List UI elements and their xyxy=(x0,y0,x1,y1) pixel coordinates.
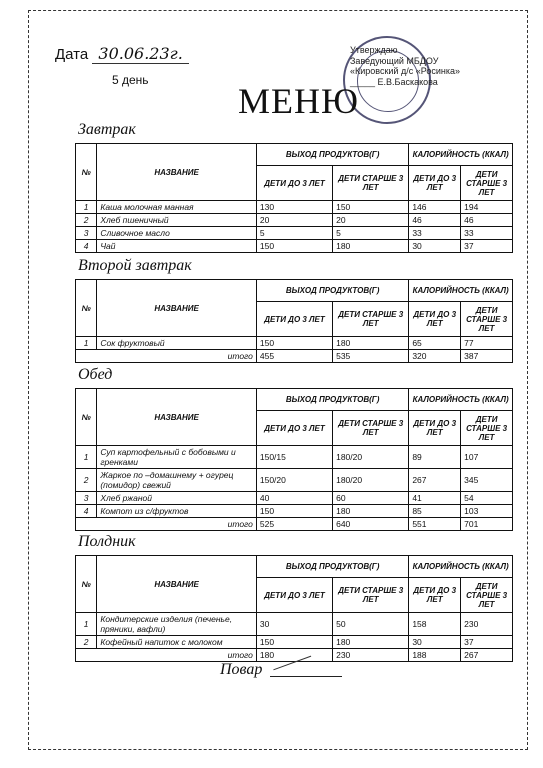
date-line xyxy=(55,44,189,63)
col-yield-header: ВЫХОД ПРОДУКТОВ(Г) xyxy=(256,280,408,302)
yield-under3: 150 xyxy=(256,240,332,253)
kcal-under3: 46 xyxy=(409,214,461,227)
total-kcal-under3: 188 xyxy=(409,649,461,662)
yield-over3: 150 xyxy=(333,201,409,214)
menu-table-second-breakfast xyxy=(75,279,513,363)
yield-under3: 130 xyxy=(256,201,332,214)
yield-under3: 20 xyxy=(256,214,332,227)
col-under3-header: ДЕТИ ДО 3 ЛЕТ xyxy=(256,302,332,337)
col-under3-header: ДЕТИ ДО 3 ЛЕТ xyxy=(409,302,461,337)
col-under3-header: ДЕТИ ДО 3 ЛЕТ xyxy=(409,578,461,613)
col-over3-header: ДЕТИ СТАРШЕ 3 ЛЕТ xyxy=(461,166,513,201)
col-yield-header: ВЫХОД ПРОДУКТОВ(Г) xyxy=(256,556,408,578)
total-label: итого xyxy=(76,350,257,363)
day-number: 5 день xyxy=(112,73,149,87)
kcal-over3: 194 xyxy=(461,201,513,214)
approval-line: Утверждаю xyxy=(350,45,398,55)
table-row xyxy=(76,613,513,636)
dish-name: Компот из с/фруктов xyxy=(97,505,257,518)
kcal-over3: 77 xyxy=(461,337,513,350)
total-row xyxy=(76,649,513,662)
kcal-under3: 85 xyxy=(409,505,461,518)
table-row xyxy=(76,469,513,492)
col-under3-header: ДЕТИ ДО 3 ЛЕТ xyxy=(409,166,461,201)
total-row xyxy=(76,518,513,531)
row-num: 4 xyxy=(76,505,97,518)
kcal-over3: 345 xyxy=(461,469,513,492)
total-label: итого xyxy=(76,649,257,662)
total-label: итого xyxy=(76,518,257,531)
kcal-under3: 41 xyxy=(409,492,461,505)
yield-under3: 150 xyxy=(256,337,332,350)
section-title: Полдник xyxy=(78,533,136,550)
total-row xyxy=(76,350,513,363)
approval-line: «Кировский д/с «Росинка» xyxy=(350,66,460,76)
yield-over3: 180 xyxy=(333,505,409,518)
col-over3-header: ДЕТИ СТАРШЕ 3 ЛЕТ xyxy=(461,411,513,446)
yield-under3: 150/20 xyxy=(256,469,332,492)
table-row xyxy=(76,201,513,214)
total-yield-over3: 640 xyxy=(333,518,409,531)
kcal-under3: 33 xyxy=(409,227,461,240)
kcal-over3: 37 xyxy=(461,636,513,649)
col-num-header: № xyxy=(76,144,97,201)
date-value: 30.06.23г. xyxy=(92,44,188,64)
col-yield-header: ВЫХОД ПРОДУКТОВ(Г) xyxy=(256,389,408,411)
table-row xyxy=(76,214,513,227)
kcal-under3: 267 xyxy=(409,469,461,492)
date-label: Дата xyxy=(55,46,89,63)
yield-over3: 5 xyxy=(333,227,409,240)
total-yield-over3: 535 xyxy=(333,350,409,363)
cook-signature-label: Повар xyxy=(220,661,263,678)
yield-over3: 180/20 xyxy=(333,446,409,469)
col-under3-header: ДЕТИ ДО 3 ЛЕТ xyxy=(409,411,461,446)
kcal-over3: 54 xyxy=(461,492,513,505)
kcal-over3: 46 xyxy=(461,214,513,227)
col-name-header: НАЗВАНИЕ xyxy=(97,144,257,201)
col-calories-header: КАЛОРИЙНОСТЬ (ККАЛ) xyxy=(409,389,513,411)
kcal-under3: 89 xyxy=(409,446,461,469)
kcal-under3: 158 xyxy=(409,613,461,636)
col-num-header: № xyxy=(76,556,97,613)
kcal-under3: 30 xyxy=(409,636,461,649)
col-name-header: НАЗВАНИЕ xyxy=(97,280,257,337)
table-row xyxy=(76,446,513,469)
kcal-over3: 37 xyxy=(461,240,513,253)
table-row xyxy=(76,240,513,253)
total-kcal-under3: 320 xyxy=(409,350,461,363)
dish-name: Хлеб ржаной xyxy=(97,492,257,505)
col-name-header: НАЗВАНИЕ xyxy=(97,389,257,446)
kcal-under3: 65 xyxy=(409,337,461,350)
menu-table-lunch xyxy=(75,388,513,531)
col-calories-header: КАЛОРИЙНОСТЬ (ККАЛ) xyxy=(409,144,513,166)
yield-under3: 30 xyxy=(256,613,332,636)
menu-table-afternoon-snack xyxy=(75,555,513,662)
section-title: Второй завтрак xyxy=(78,257,192,274)
yield-under3: 5 xyxy=(256,227,332,240)
dish-name: Жаркое по –домашнему + огурец (помидор) свежий xyxy=(97,469,257,492)
kcal-over3: 107 xyxy=(461,446,513,469)
approval-line: _____ Е.В.Баскакова xyxy=(350,76,438,87)
total-kcal-over3: 387 xyxy=(461,350,513,363)
yield-over3: 180 xyxy=(333,636,409,649)
table-row xyxy=(76,492,513,505)
dish-name: Суп картофельный с бобовыми и гренками xyxy=(97,446,257,469)
col-num-header: № xyxy=(76,280,97,337)
yield-over3: 60 xyxy=(333,492,409,505)
dish-name: Каша молочная манная xyxy=(97,201,257,214)
row-num: 3 xyxy=(76,227,97,240)
dish-name: Чай xyxy=(97,240,257,253)
signature-line xyxy=(270,676,342,677)
col-over3-header: ДЕТИ СТАРШЕ 3 ЛЕТ xyxy=(461,302,513,337)
col-over3-header: ДЕТИ СТАРШЕ 3 ЛЕТ xyxy=(333,302,409,337)
dish-name: Сок фруктовый xyxy=(97,337,257,350)
row-num: 1 xyxy=(76,613,97,636)
col-under3-header: ДЕТИ ДО 3 ЛЕТ xyxy=(256,578,332,613)
row-num: 1 xyxy=(76,446,97,469)
total-yield-under3: 525 xyxy=(256,518,332,531)
approval-block xyxy=(350,45,525,87)
dish-name: Хлеб пшеничный xyxy=(97,214,257,227)
total-kcal-over3: 701 xyxy=(461,518,513,531)
row-num: 4 xyxy=(76,240,97,253)
kcal-over3: 230 xyxy=(461,613,513,636)
table-row xyxy=(76,636,513,649)
dish-name: Кофейный напиток с молоком xyxy=(97,636,257,649)
total-yield-under3: 180 xyxy=(256,649,332,662)
yield-over3: 20 xyxy=(333,214,409,227)
kcal-under3: 146 xyxy=(409,201,461,214)
total-yield-over3: 230 xyxy=(333,649,409,662)
approval-line: Заведующий МБДОУ xyxy=(350,55,439,66)
menu-table-breakfast xyxy=(75,143,513,253)
page-title: МЕНЮ xyxy=(238,81,359,121)
kcal-over3: 33 xyxy=(461,227,513,240)
row-num: 1 xyxy=(76,337,97,350)
col-calories-header: КАЛОРИЙНОСТЬ (ККАЛ) xyxy=(409,556,513,578)
total-yield-under3: 455 xyxy=(256,350,332,363)
yield-over3: 180 xyxy=(333,240,409,253)
col-num-header: № xyxy=(76,389,97,446)
col-under3-header: ДЕТИ ДО 3 ЛЕТ xyxy=(256,166,332,201)
yield-under3: 150 xyxy=(256,636,332,649)
table-row xyxy=(76,505,513,518)
row-num: 2 xyxy=(76,214,97,227)
row-num: 2 xyxy=(76,636,97,649)
col-over3-header: ДЕТИ СТАРШЕ 3 ЛЕТ xyxy=(333,578,409,613)
col-over3-header: ДЕТИ СТАРШЕ 3 ЛЕТ xyxy=(333,411,409,446)
total-kcal-under3: 551 xyxy=(409,518,461,531)
row-num: 2 xyxy=(76,469,97,492)
row-num: 1 xyxy=(76,201,97,214)
dish-name: Сливочное масло xyxy=(97,227,257,240)
section-title: Обед xyxy=(78,366,113,383)
col-under3-header: ДЕТИ ДО 3 ЛЕТ xyxy=(256,411,332,446)
dish-name: Кондитерские изделия (печенье, пряники, вафли) xyxy=(97,613,257,636)
total-kcal-over3: 267 xyxy=(461,649,513,662)
section-title: Завтрак xyxy=(78,121,136,138)
yield-over3: 180/20 xyxy=(333,469,409,492)
col-yield-header: ВЫХОД ПРОДУКТОВ(Г) xyxy=(256,144,408,166)
row-num: 3 xyxy=(76,492,97,505)
yield-under3: 40 xyxy=(256,492,332,505)
yield-under3: 150/15 xyxy=(256,446,332,469)
kcal-under3: 30 xyxy=(409,240,461,253)
col-over3-header: ДЕТИ СТАРШЕ 3 ЛЕТ xyxy=(461,578,513,613)
table-row xyxy=(76,227,513,240)
yield-over3: 50 xyxy=(333,613,409,636)
col-name-header: НАЗВАНИЕ xyxy=(97,556,257,613)
yield-under3: 150 xyxy=(256,505,332,518)
table-row xyxy=(76,337,513,350)
kcal-over3: 103 xyxy=(461,505,513,518)
col-calories-header: КАЛОРИЙНОСТЬ (ККАЛ) xyxy=(409,280,513,302)
col-over3-header: ДЕТИ СТАРШЕ 3 ЛЕТ xyxy=(333,166,409,201)
yield-over3: 180 xyxy=(333,337,409,350)
